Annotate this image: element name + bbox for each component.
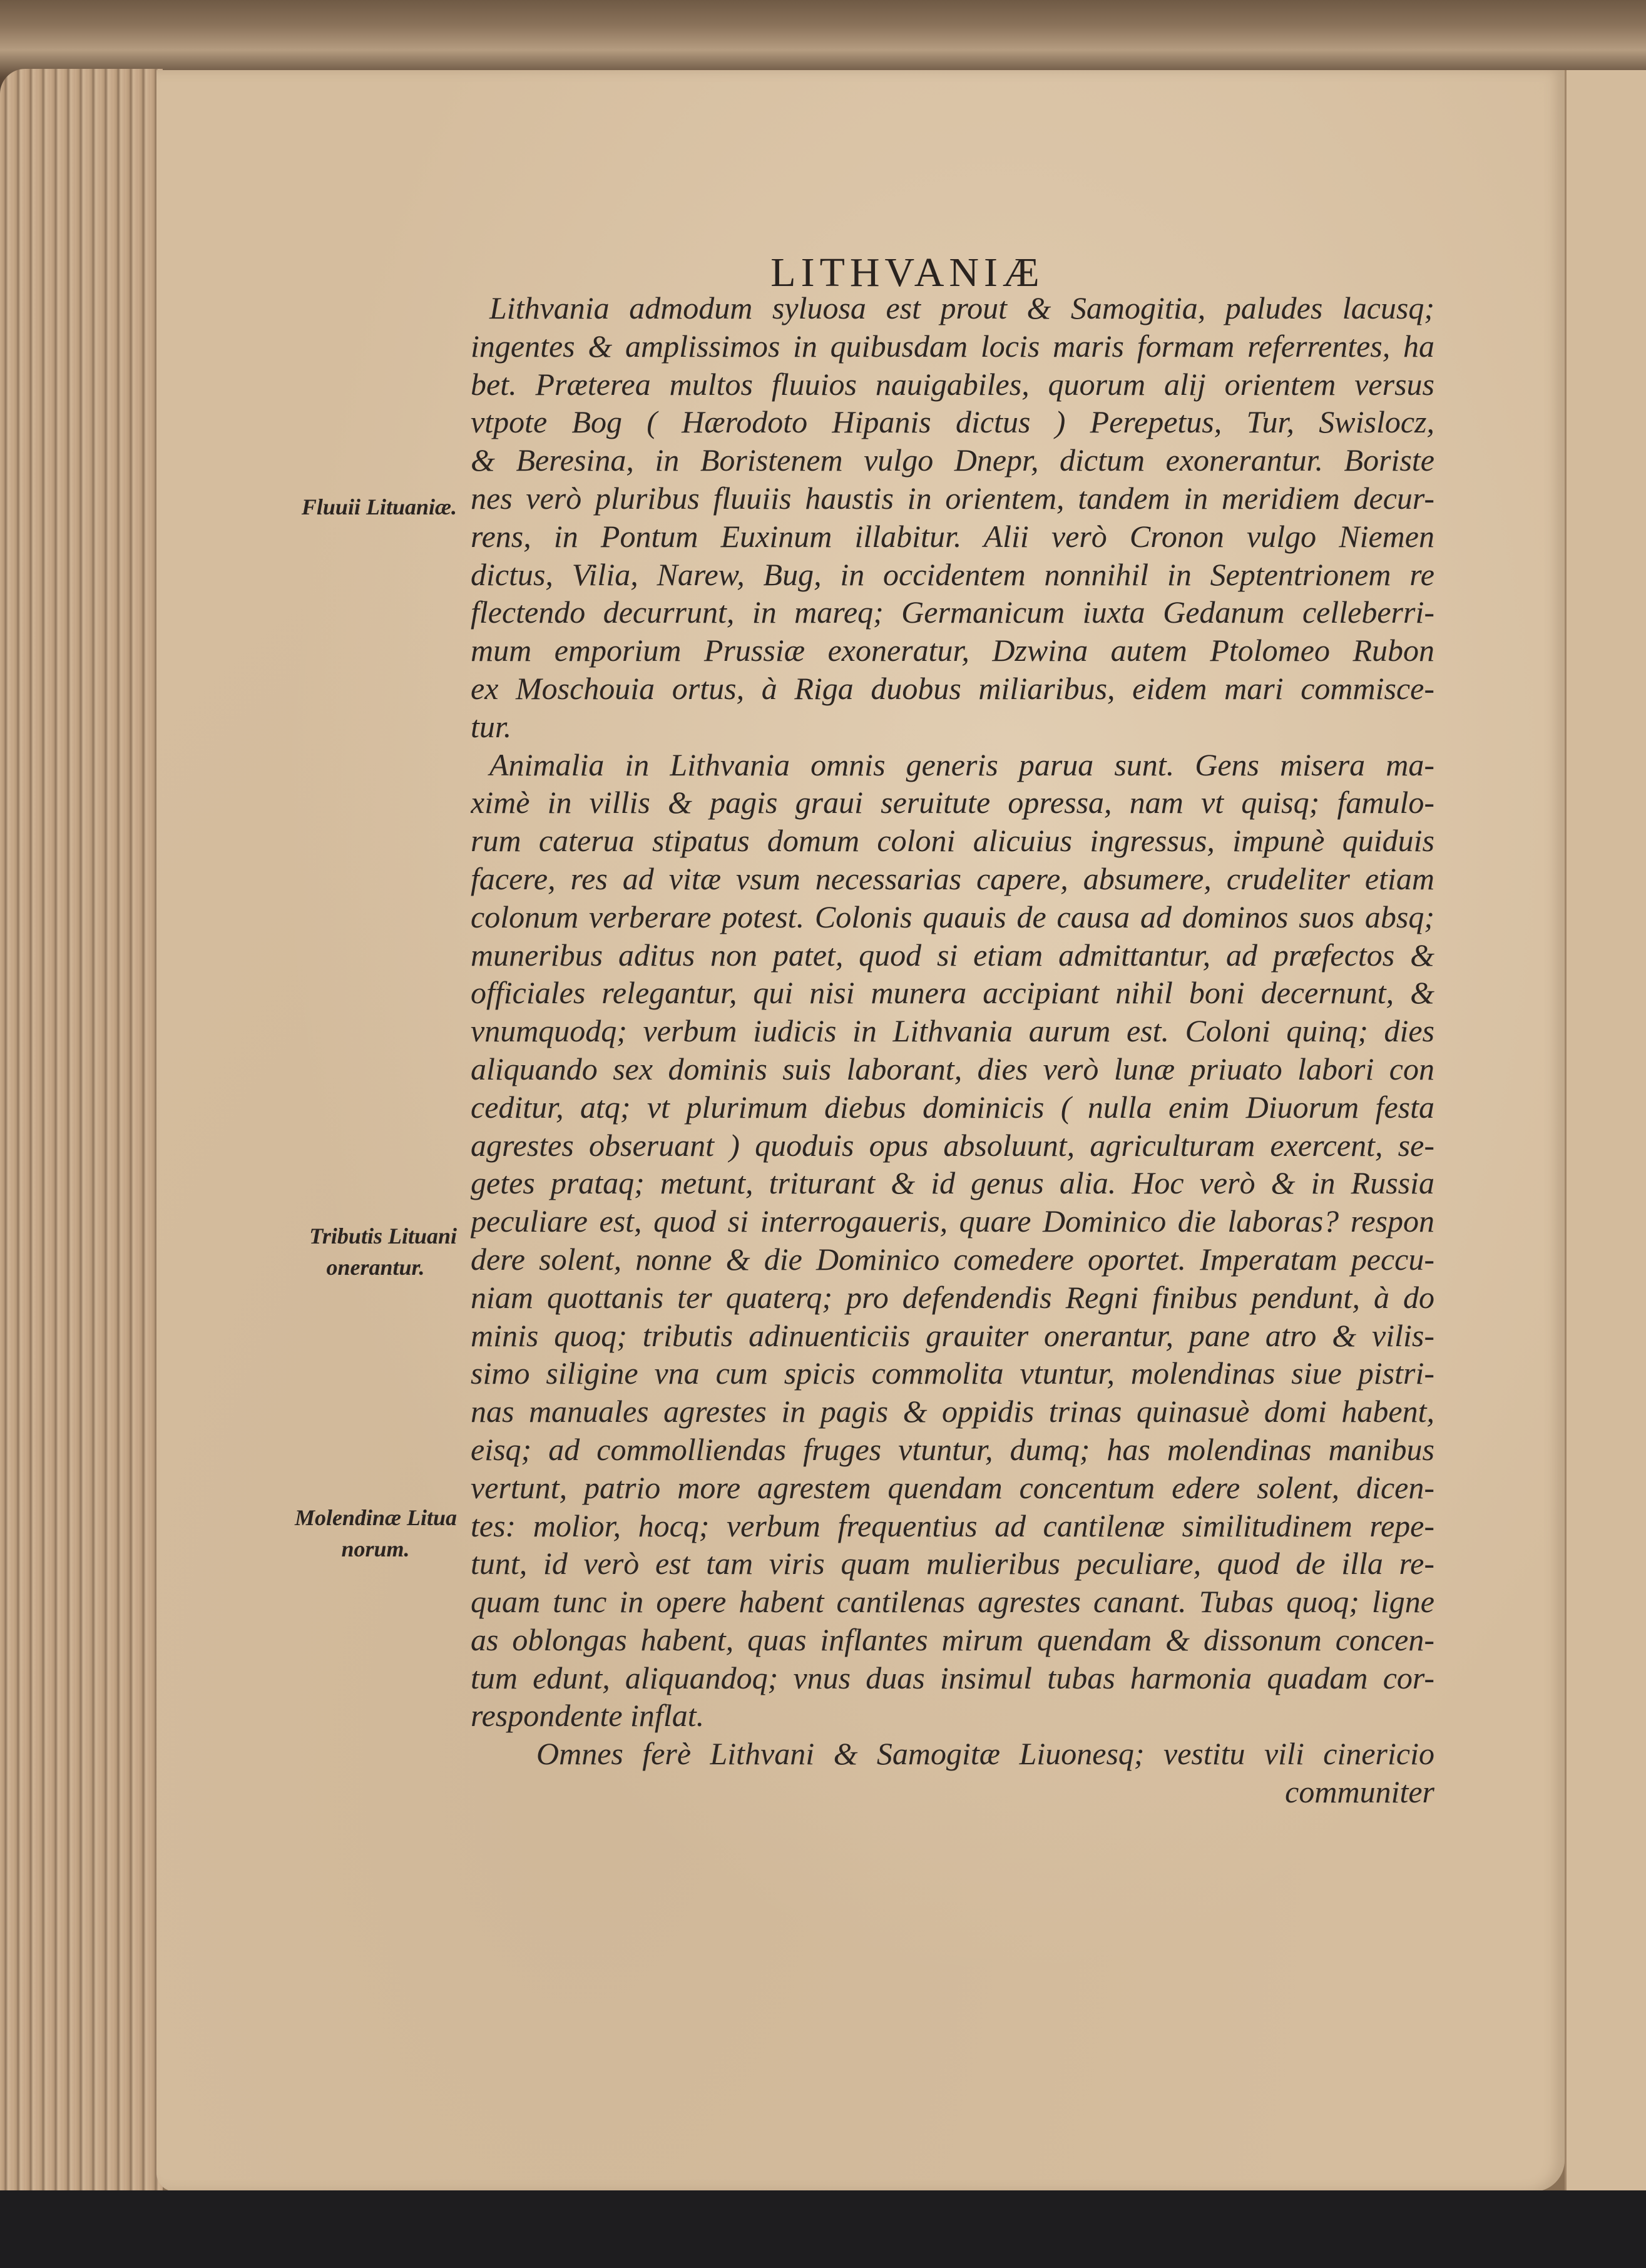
text-line: tur. — [471, 708, 512, 744]
marginal-note-text: Tributis Lituani — [309, 1223, 457, 1249]
text-line: colonum verberare potest. Colonis quauis de causa ad dominos suos absq; — [471, 899, 1434, 934]
text-line: muneribus aditus non patet, quod si etiam admittantur, ad præfectos & — [471, 937, 1434, 973]
text-line: vnumquodq; verbum iudicis in Lithvania aurum est. Coloni quinq; dies — [471, 1013, 1434, 1049]
text-line: dere solent, nonne & die Dominico comedere oportet. Imperatam peccu- — [471, 1241, 1434, 1277]
text-line: vtpote Bog ( Hærodoto Hipanis dictus ) Perepetus, Tur, Swislocz, — [471, 404, 1434, 440]
text-line: minis quoq; tributis adinuenticiis grauiter onerantur, pane atro & vilis- — [471, 1317, 1434, 1353]
text-line: agrestes obseruant ) quoduis opus absoluunt, agriculturam exercent, se- — [471, 1127, 1434, 1163]
text-line: Omnes ferè Lithvani & Samogitæ Liuonesq; vestitu vili cinericio — [536, 1736, 1434, 1772]
text-line: tum edunt, aliquandoq; vnus duas insimul tubas harmonia quadam cor- — [471, 1660, 1434, 1695]
text-line: peculiare est, quod si interrogaueris, quare Dominico die laboras? respon — [471, 1203, 1434, 1239]
text-line: bet. Præterea multos fluuios nauigabiles, quorum alij orientem versus — [471, 366, 1434, 402]
marginal-note-text: norum. — [341, 1536, 410, 1561]
text-line: respondente inflat. — [471, 1698, 705, 1734]
text-line: facere, res ad vitæ vsum necessarias capere, absumere, crudeliter etiam — [471, 861, 1434, 896]
marginal-note-text: Fluuii Lituaniæ. — [301, 494, 457, 519]
text-line: getes prataq; metunt, triturant & id genus alia. Hoc verò & in Russia — [471, 1165, 1434, 1201]
text-line: aliquando sex dominis suis laborant, dies verò lunæ priuato labori con — [471, 1051, 1434, 1086]
text-line: quam tunc in opere habent cantilenas agrestes canant. Tubas quoq; ligne — [471, 1584, 1434, 1620]
text-line: flectendo decurrunt, in mareq; Germanicum iuxta Gedanum celleberri- — [471, 595, 1434, 630]
text-line: ingentes & amplissimos in quibusdam locis maris formam referrentes, ha — [471, 328, 1434, 364]
text-line: ceditur, atq; vt plurimum diebus dominicis ( nulla enim Diuorum festa — [471, 1089, 1434, 1125]
catchword: communiter — [1285, 1774, 1434, 1810]
text-line: as oblongas habent, quas inflantes mirum quendam & dissonum concen- — [471, 1622, 1434, 1657]
text-line: Lithvania admodum syluosa est prout & Samogitia, paludes lacusq; — [489, 290, 1434, 325]
text-line: officiales relegantur, qui nisi munera accipiant nihil boni decernunt, & — [471, 975, 1434, 1011]
marginal-note — [219, 1502, 457, 1565]
marginal-note — [219, 491, 457, 523]
text-line: tunt, id verò est tam viris quam mulieribus peculiare, quod de illa re- — [471, 1546, 1434, 1581]
text-line: nes verò pluribus fluuiis haustis in orientem, tandem in meridiem decur- — [471, 480, 1434, 516]
text-line: eisq; ad commolliendas fruges vtuntur, dumq; has molendinas manibus — [471, 1431, 1434, 1467]
marginal-note — [219, 1220, 457, 1283]
text-line: simo siligine vna cum spicis commolita vtuntur, molendinas siue pistri- — [471, 1356, 1434, 1391]
text-line: rens, in Pontum Euxinum illabitur. Alii verò Cronon vulgo Niemen — [471, 518, 1434, 554]
text-line: mum emporium Prussiæ exoneratur, Dzwina autem Ptolomeo Rubon — [471, 633, 1434, 668]
text-line: tes: molior, hocq; verbum frequentius ad cantilenæ similitudinem repe- — [471, 1508, 1434, 1543]
text-line: ex Moschouia ortus, à Riga duobus miliaribus, eidem mari commisce- — [471, 670, 1434, 706]
page-heading: LITHVANIÆ — [770, 250, 1045, 295]
text-line: niam quottanis ter quaterq; pro defendendis Regni finibus pendunt, à do — [471, 1279, 1434, 1315]
text-line: rum caterua stipatus domum coloni alicuius ingressus, impunè quiduis — [471, 823, 1434, 859]
text-line: nas manuales agrestes in pagis & oppidis trinas quinasuè domi habent, — [471, 1394, 1434, 1429]
body-text — [471, 289, 1434, 1811]
text-line: vertunt, patrio more agrestem quendam concentum edere solent, dicen- — [471, 1469, 1434, 1505]
marginal-note-text: Molendinæ Litua — [294, 1505, 457, 1530]
text-line: Animalia in Lithvania omnis generis parua sunt. Gens misera ma- — [489, 747, 1434, 782]
text-line: & Beresina, in Boristenem vulgo Dnepr, dictum exonerantur. Boriste — [471, 442, 1434, 478]
text-line: dictus, Vilia, Narew, Bug, in occidentem nonnihil in Septentrionem re — [471, 556, 1434, 592]
marginal-note-text: onerantur. — [326, 1255, 425, 1280]
text-line: ximè in villis & pagis graui seruitute opressa, nam vt quisq; famulo- — [471, 785, 1434, 820]
